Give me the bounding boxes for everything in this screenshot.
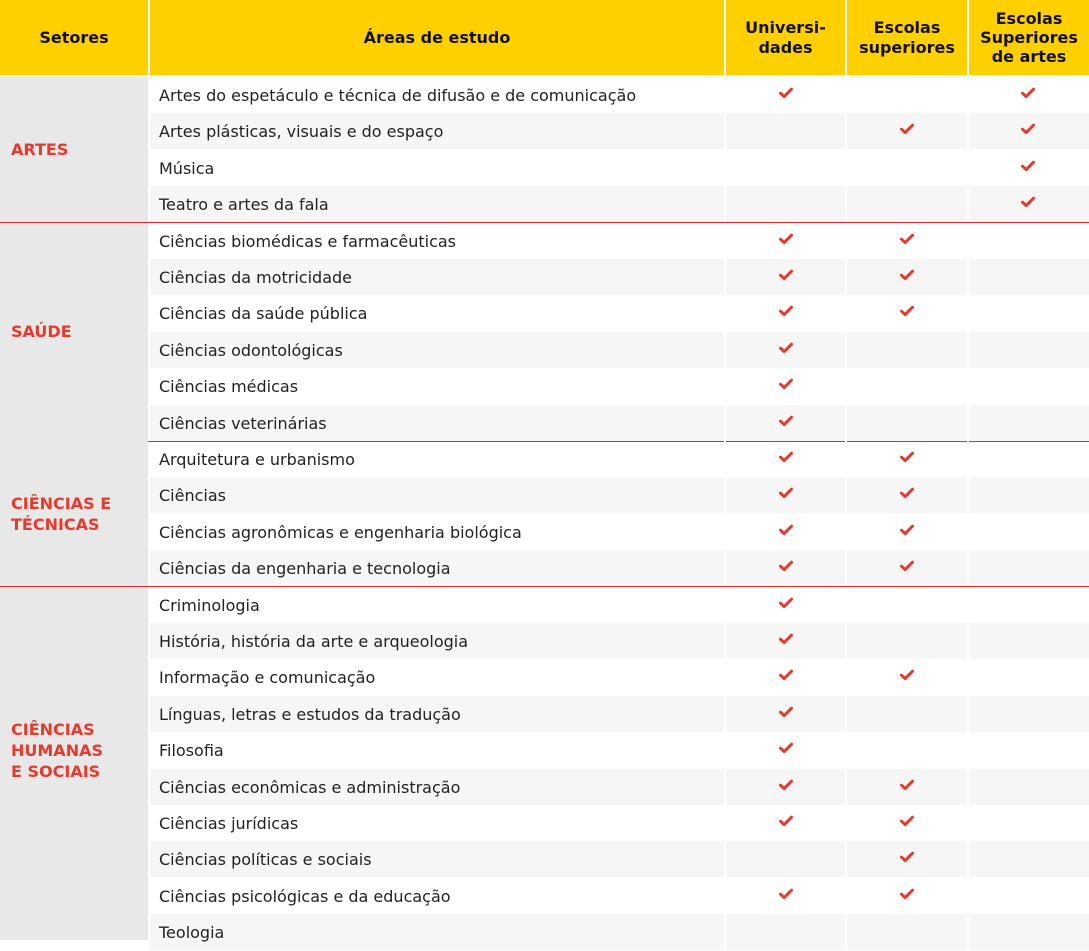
checkmark-icon — [900, 305, 914, 317]
column-separator — [967, 769, 969, 805]
column-separator — [724, 332, 726, 368]
sector-label-line: TÉCNICAS — [11, 514, 100, 534]
checkmark-icon — [779, 233, 793, 245]
checkmark-icon — [779, 633, 793, 645]
column-separator — [845, 295, 847, 331]
column-separator — [724, 878, 726, 914]
study-area: Ciências políticas e sociais — [159, 850, 372, 870]
checkmark-icon — [900, 487, 914, 499]
column-separator — [845, 769, 847, 805]
checkmark-icon — [779, 342, 793, 354]
table-row — [150, 223, 1089, 259]
checkmark-icon — [900, 123, 914, 135]
column-separator — [967, 295, 969, 331]
sector-label — [11, 719, 103, 782]
column-separator — [845, 77, 847, 113]
study-area: Ciências psicológicas e da educação — [159, 886, 451, 906]
table-row — [150, 623, 1089, 659]
checkmark-icon — [900, 851, 914, 863]
study-area: Criminologia — [159, 595, 260, 615]
study-area: Artes plásticas, visuais e do espaço — [159, 122, 444, 142]
column-separator — [724, 805, 726, 841]
header-escolas-superiores — [847, 0, 967, 75]
study-area: Ciências da motricidade — [159, 268, 352, 287]
column-separator — [845, 878, 847, 914]
column-separator — [845, 914, 847, 950]
column-separator — [845, 477, 847, 513]
checkmark-icon — [779, 415, 793, 427]
header-sectors — [0, 0, 148, 75]
table-row — [150, 769, 1089, 805]
column-separator — [967, 878, 969, 914]
study-area: Filosofia — [159, 741, 224, 761]
column-separator — [724, 841, 726, 877]
table-row — [150, 332, 1089, 368]
checkmark-icon — [779, 378, 793, 390]
table-row — [150, 295, 1089, 331]
study-area: Ciências médicas — [159, 377, 299, 397]
column-separator — [724, 441, 726, 477]
column-separator — [724, 77, 726, 113]
study-area: Informação e comunicação — [159, 668, 376, 688]
header-escolas-artes — [969, 0, 1089, 75]
table-row — [150, 550, 1089, 586]
checkmark-icon — [779, 888, 793, 900]
column-separator — [967, 623, 969, 659]
checkmark-icon — [779, 669, 793, 681]
checkmark-icon — [900, 269, 914, 281]
column-separator — [845, 696, 847, 732]
checkmark-icon — [779, 487, 793, 499]
column-separator — [724, 186, 726, 222]
column-separator — [967, 113, 969, 149]
column-separator — [967, 150, 969, 186]
header-areas — [150, 0, 724, 75]
study-area: Música — [159, 158, 215, 178]
column-separator — [967, 223, 969, 259]
checkmark-icon — [900, 779, 914, 791]
study-area: Teologia — [159, 923, 225, 943]
column-separator — [967, 696, 969, 732]
study-area: História, história da arte e arqueologia — [159, 632, 469, 651]
table-row — [150, 405, 1089, 441]
column-separator — [845, 732, 847, 768]
study-area: Ciências biomédicas e farmacêuticas — [159, 231, 457, 251]
sector-label-line: SAÚDE — [11, 322, 72, 342]
column-separator — [967, 441, 969, 477]
column-separator — [845, 223, 847, 259]
study-area: Ciências econômicas e administração — [159, 777, 461, 797]
column-separator — [845, 587, 847, 623]
study-area: Arquitetura e urbanismo — [159, 450, 355, 469]
sector-label — [11, 493, 111, 535]
column-separator — [724, 514, 726, 550]
column-separator — [967, 587, 969, 623]
header-universidades — [726, 0, 845, 75]
sector-label-line: HUMANAS — [11, 741, 103, 761]
column-separator — [724, 477, 726, 513]
checkmark-icon — [779, 779, 793, 791]
column-separator — [845, 186, 847, 222]
checkmark-icon — [1021, 87, 1035, 99]
table-row — [150, 77, 1089, 113]
study-area: Línguas, letras e estudos da tradução — [159, 704, 461, 724]
checkmark-icon — [900, 815, 914, 827]
column-separator — [967, 550, 969, 586]
checkmark-icon — [1021, 196, 1035, 208]
checkmark-icon — [1021, 160, 1035, 172]
column-separator — [845, 150, 847, 186]
column-separator — [724, 405, 726, 441]
table-row — [150, 659, 1089, 695]
checkmark-icon — [900, 560, 914, 572]
table-row — [150, 696, 1089, 732]
column-separator — [967, 77, 969, 113]
column-separator — [967, 732, 969, 768]
table-row — [150, 150, 1089, 186]
column-separator — [724, 769, 726, 805]
table-row — [150, 441, 1089, 477]
checkmark-icon — [900, 669, 914, 681]
sector-label — [11, 139, 68, 160]
checkmark-icon — [779, 451, 793, 463]
table-row — [150, 113, 1089, 149]
checkmark-icon — [779, 305, 793, 317]
column-separator — [845, 514, 847, 550]
sector-label-line: CIÊNCIAS — [11, 720, 95, 740]
column-separator — [967, 259, 969, 295]
sector-label-line: ARTES — [11, 140, 69, 160]
table-row — [150, 587, 1089, 623]
column-separator — [724, 295, 726, 331]
checkmark-icon — [900, 451, 914, 463]
column-separator — [967, 514, 969, 550]
checkmark-icon — [900, 233, 914, 245]
column-separator — [724, 587, 726, 623]
column-separator — [724, 113, 726, 149]
study-area: Ciências agronômicas e engenharia biológica — [159, 522, 522, 542]
table-row — [150, 368, 1089, 404]
checkmark-icon — [779, 742, 793, 754]
column-separator — [724, 550, 726, 586]
table-row — [150, 841, 1089, 877]
column-separator — [845, 805, 847, 841]
header-universidades-line: dades — [758, 37, 813, 57]
column-separator — [967, 659, 969, 695]
table-row — [150, 186, 1089, 222]
table-row — [150, 805, 1089, 841]
sector-label-line: E SOCIAIS — [11, 762, 101, 782]
checkmark-icon — [779, 560, 793, 572]
column-separator — [845, 841, 847, 877]
column-separator — [724, 732, 726, 768]
column-separator — [845, 113, 847, 149]
checkmark-icon — [779, 524, 793, 536]
checkmark-icon — [900, 888, 914, 900]
column-separator — [724, 368, 726, 404]
column-separator — [724, 696, 726, 732]
checkmark-icon — [900, 524, 914, 536]
column-separator — [845, 259, 847, 295]
header-universidades-line: Universi- — [745, 17, 826, 37]
table-row — [150, 878, 1089, 914]
table-row — [150, 732, 1089, 768]
header-escolas-superiores-line: superiores — [859, 37, 955, 57]
column-separator — [967, 477, 969, 513]
column-separator — [724, 914, 726, 950]
column-separator — [967, 368, 969, 404]
column-separator — [845, 550, 847, 586]
sector-label-line: CIÊNCIAS E — [11, 493, 112, 513]
study-area: Ciências da engenharia e tecnologia — [159, 559, 451, 579]
sector-label — [11, 321, 72, 342]
checkmark-icon — [779, 815, 793, 827]
header-sectors-label: Setores — [39, 27, 109, 47]
study-area: Ciências da saúde pública — [159, 304, 368, 324]
table-row — [150, 914, 1089, 950]
checkmark-icon — [779, 87, 793, 99]
table-row — [150, 477, 1089, 513]
column-separator — [845, 332, 847, 368]
checkmark-icon — [779, 706, 793, 718]
column-separator — [967, 186, 969, 222]
study-area: Ciências odontológicas — [159, 340, 343, 360]
column-separator — [967, 805, 969, 841]
column-separator — [845, 441, 847, 477]
column-separator — [845, 659, 847, 695]
checkmark-icon — [1021, 123, 1035, 135]
study-area: Ciências — [159, 486, 226, 506]
study-area: Artes do espetáculo e técnica de difusão e de comunicação — [159, 86, 637, 105]
column-separator — [967, 914, 969, 950]
header-escolas-superiores-line: Escolas — [873, 17, 941, 37]
column-separator — [845, 405, 847, 441]
column-separator — [724, 623, 726, 659]
header-escolas-artes-line: Escolas — [995, 9, 1063, 28]
header-escolas-artes-line: Superiores — [980, 28, 1078, 47]
column-separator — [724, 259, 726, 295]
column-separator — [724, 150, 726, 186]
header-escolas-artes-line: de artes — [991, 47, 1067, 66]
column-separator — [845, 368, 847, 404]
column-separator — [967, 841, 969, 877]
column-separator — [967, 332, 969, 368]
column-separator — [845, 623, 847, 659]
table-row — [150, 259, 1089, 295]
table-row — [150, 514, 1089, 550]
column-separator — [724, 223, 726, 259]
header-areas-label: Áreas de estudo — [363, 27, 511, 47]
study-area: Ciências jurídicas — [159, 814, 299, 833]
checkmark-icon — [779, 269, 793, 281]
study-area: Ciências veterinárias — [159, 413, 327, 433]
column-separator — [724, 659, 726, 695]
column-separator — [967, 405, 969, 441]
study-area: Teatro e artes da fala — [159, 195, 329, 215]
checkmark-icon — [779, 597, 793, 609]
